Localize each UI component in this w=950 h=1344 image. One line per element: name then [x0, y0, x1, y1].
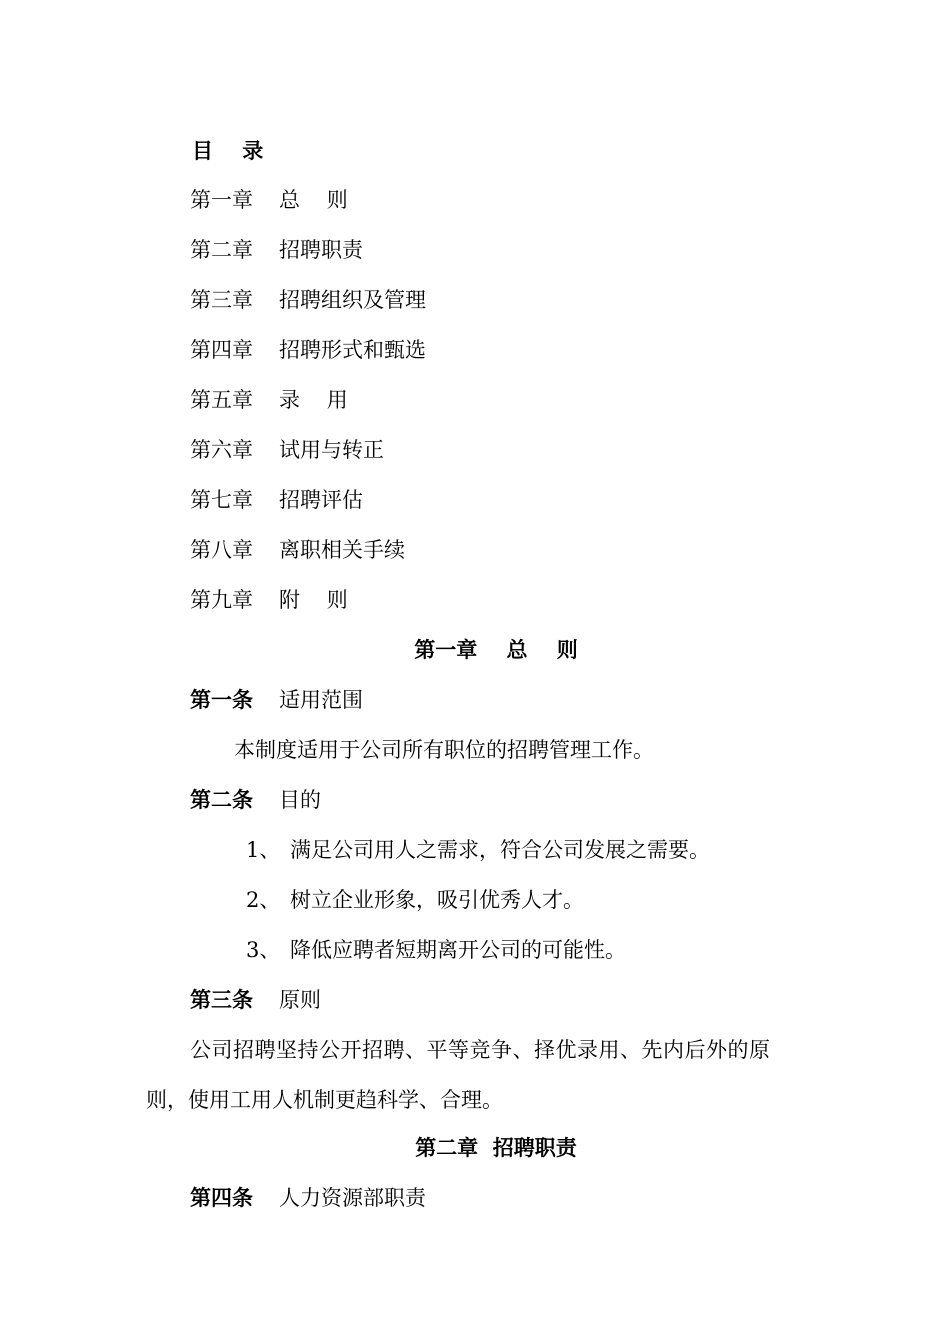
article-heading — [190, 786, 321, 814]
article-body: 本制度适用于公司所有职位的招聘管理工作。 — [234, 738, 654, 762]
toc-item-number: 第二章 — [190, 238, 253, 262]
article-title: 人力资源部职责 — [279, 1186, 426, 1210]
list-item-number: 1、 — [246, 838, 281, 862]
toc-item — [190, 236, 363, 264]
article-number: 第二条 — [190, 787, 253, 812]
list-item-text: 树立企业形象，吸引优秀人才。 — [290, 888, 584, 912]
article-heading — [190, 986, 321, 1014]
toc-item — [190, 286, 426, 314]
toc-item-title: 招聘形式和甄选 — [279, 338, 426, 362]
toc-item-number: 第四章 — [190, 338, 253, 362]
toc-item — [190, 486, 363, 514]
article-heading — [190, 686, 363, 714]
toc-item-title: 离职相关手续 — [279, 538, 405, 562]
toc-item — [190, 536, 405, 564]
article-number: 第一条 — [190, 687, 253, 712]
toc-item — [190, 186, 348, 214]
toc-item-title: 招聘评估 — [279, 488, 363, 512]
toc-item-number: 第九章 — [190, 588, 253, 612]
toc-item-title: 招聘组织及管理 — [279, 288, 426, 312]
toc-item-title: 总 则 — [279, 188, 348, 212]
toc-item-number: 第三章 — [190, 288, 253, 312]
article-number: 第四条 — [190, 1185, 253, 1210]
list-item-number: 3、 — [246, 938, 281, 962]
article-title: 目的 — [279, 788, 321, 812]
toc-item-title: 试用与转正 — [279, 438, 384, 462]
chapter-heading: 第二章 招聘职责 — [415, 1135, 577, 1160]
article-heading — [190, 1184, 426, 1212]
toc-item-number: 第六章 — [190, 438, 253, 462]
paragraph-line: 公司招聘坚持公开招聘、平等竞争、择优录用、先内后外的原 — [190, 1038, 771, 1062]
article-title: 适用范围 — [279, 688, 363, 712]
list-item-number: 2、 — [246, 888, 281, 912]
toc-item-number: 第一章 — [190, 188, 253, 212]
toc-heading: 目 录 — [192, 138, 264, 163]
toc-item-title: 录 用 — [279, 388, 348, 412]
toc-item-number: 第八章 — [190, 538, 253, 562]
article-number: 第三条 — [190, 987, 253, 1012]
toc-item-number: 第五章 — [190, 388, 253, 412]
list-item-text: 降低应聘者短期离开公司的可能性。 — [290, 938, 626, 962]
toc-item-number: 第七章 — [190, 488, 253, 512]
toc-item — [190, 586, 348, 614]
toc-item — [190, 436, 384, 464]
toc-item — [190, 386, 348, 414]
list-item — [246, 836, 710, 864]
chapter-heading: 第一章 总 则 — [414, 637, 578, 662]
article-title: 原则 — [279, 988, 321, 1012]
list-item-text: 满足公司用人之需求，符合公司发展之需要。 — [290, 838, 710, 862]
toc-item-title: 招聘职责 — [279, 238, 363, 262]
list-item — [246, 936, 626, 964]
toc-item — [190, 336, 426, 364]
list-item — [246, 886, 584, 914]
toc-item-title: 附 则 — [279, 588, 348, 612]
paragraph-line: 则，使用工用人机制更趋科学、合理。 — [146, 1088, 503, 1112]
